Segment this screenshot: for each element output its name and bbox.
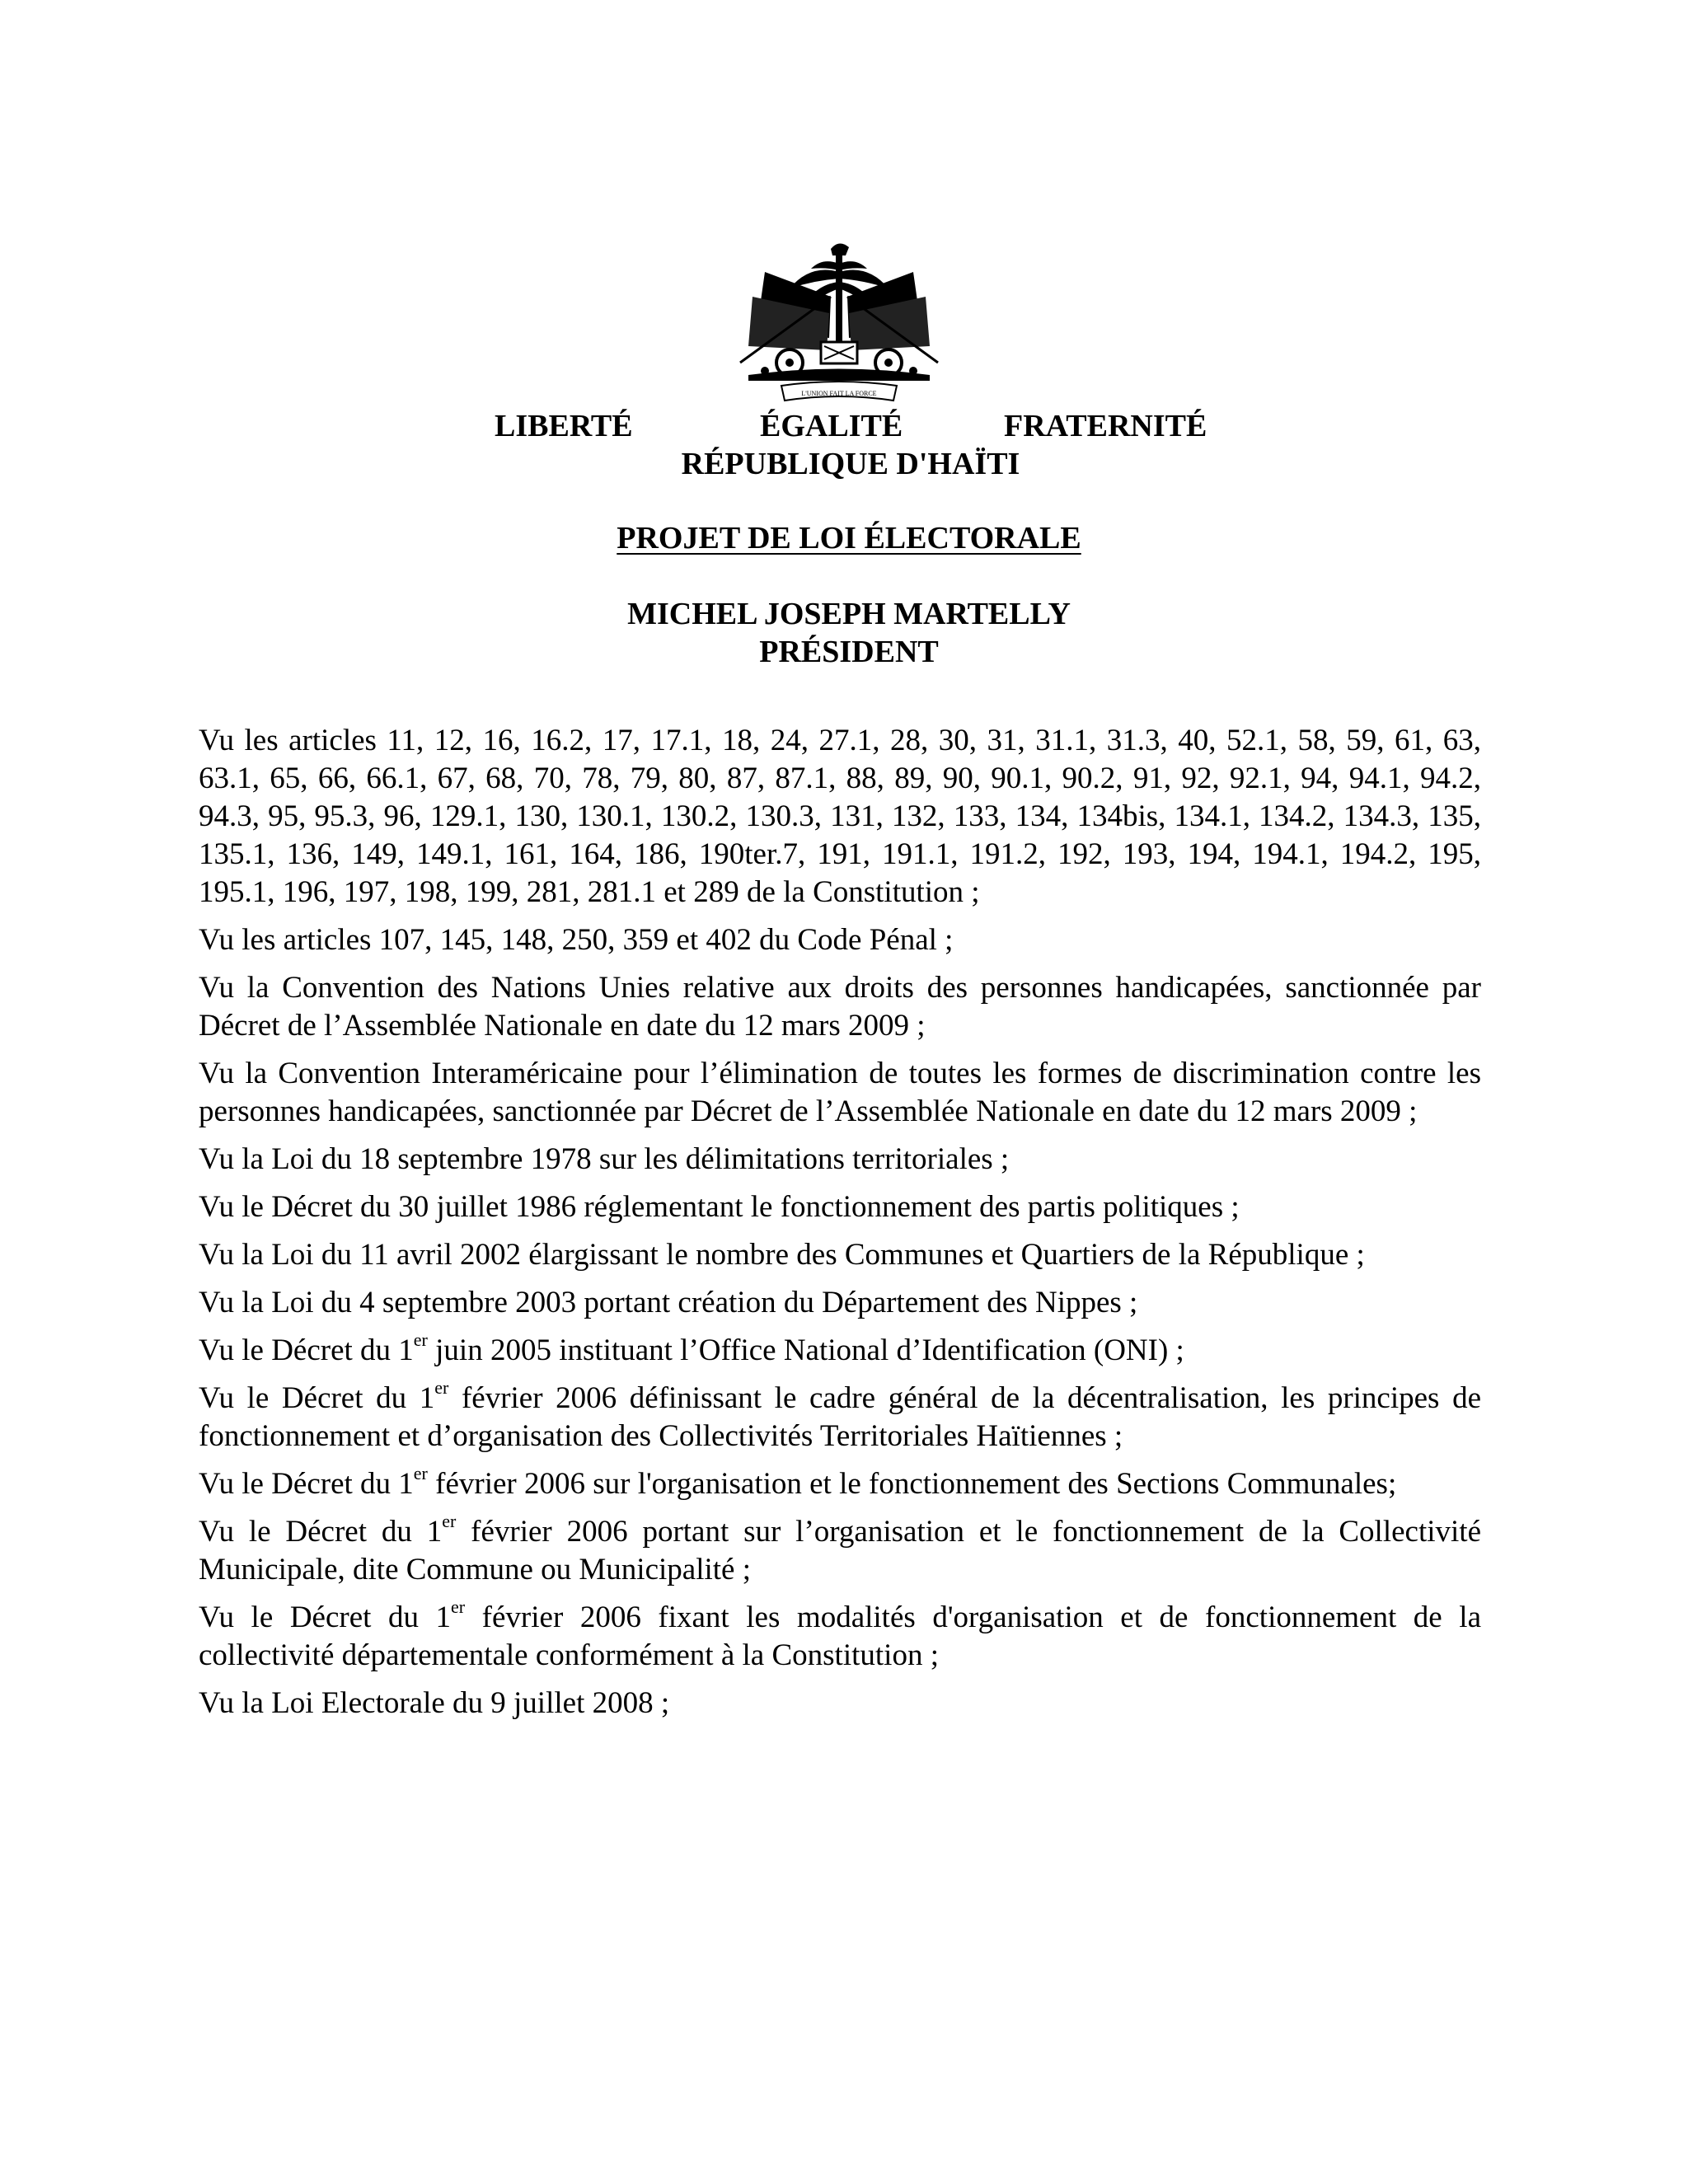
motto-liberte: LIBERTÉ: [495, 409, 633, 443]
considerations-list: [199, 722, 1481, 1732]
consideration-paragraph: [199, 1329, 1481, 1370]
consideration-paragraph: Vu les articles 107, 145, 148, 250, 359 et 402 du Code Pénal ;: [199, 923, 954, 957]
consideration-text: juin 2005 instituant l’Office National d’Identification (ONI) ;: [427, 1333, 1184, 1367]
president-title: PRÉSIDENT: [759, 635, 939, 669]
ordinal-superscript: er: [413, 1462, 428, 1483]
consideration-paragraph: Vu la Loi Electorale du 9 juillet 2008 ;: [199, 1686, 670, 1720]
document-title: [5, 518, 1688, 559]
consideration-text: Vu le Décret du 1: [199, 1601, 452, 1634]
consideration-paragraph: Vu la Convention des Nations Unies relative aux droits des personnes handicapées, sanctionnée par Décret de l’Assemblée Nationale en date du 12 mars 2009 ;: [199, 971, 1481, 1043]
consideration-paragraph: Vu la Convention Interaméricaine pour l’élimination de toutes les formes de discrimination contre les personnes handicapées, sanctionnée par Décret de l’Assemblée Nationale en date du 12 mars 2009 ;: [199, 1057, 1481, 1128]
ordinal-superscript: er: [413, 1329, 428, 1350]
consideration-text: février 2006 portant sur l’organisation et le fonctionnement de la Collectivité Municipale, dite Commune ou Municipalité ;: [199, 1515, 1481, 1586]
ordinal-superscript: er: [434, 1376, 449, 1398]
emblem-ribbon-text: L'UNION FAIT LA FORCE: [801, 390, 877, 397]
republic-heading: RÉPUBLIQUE D'HAÏTI: [681, 447, 1020, 481]
consideration-text: Vu le Décret du 1: [199, 1381, 435, 1415]
ordinal-superscript: er: [442, 1510, 457, 1531]
consideration-paragraph: [199, 1376, 1481, 1455]
consideration-text: février 2006 définissant le cadre général de la décentralisation, les principes de fonctionnement et d’organisation des Collectivités Territoriales Haïtiennes ;: [199, 1381, 1481, 1453]
consideration-paragraph: [199, 1510, 1481, 1589]
consideration-paragraph: Vu la Loi du 18 septembre 1978 sur les délimitations territoriales ;: [199, 1142, 1010, 1176]
consideration-text: Vu le Décret du 1: [199, 1467, 414, 1501]
ordinal-superscript: er: [451, 1596, 466, 1617]
consideration-text: février 2006 fixant les modalités d'organisation et de fonctionnement de la collectivité départementale conformément à la Constitution ;: [199, 1601, 1481, 1672]
consideration-paragraph: [199, 1596, 1481, 1675]
national-motto: [495, 405, 1207, 447]
consideration-paragraph: Vu les articles 11, 12, 16, 16.2, 17, 17.1, 18, 24, 27.1, 28, 30, 31, 31.1, 31.3, 40, 52.1, 58, 59, 61, 63, 63.1, 65, 66, 66.1, 67, 68, 70, 78, 79, 80, 87, 87.1, 88, 89, 90, 90.1, 90.2, 91, 92, 92.1, 94, 94.1, 94.2, 94.3, 95, 95.3, 96, 129.1, 130, 130.1, 130.2, 130.3, 131, 132, 133, 134, 134bis, 134.1, 134.2, 134.3, 135, 135.1, 136, 149, 149.1, 161, 164, 186, 190ter.7, 191, 191.1, 191.2, 192, 193, 194, 194.1, 194.2, 195, 195.1, 196, 197, 198, 199, 281, 281.1 et 289 de la Constitution ;: [199, 724, 1481, 909]
motto-egalite: ÉGALITÉ: [760, 409, 903, 443]
president-name: MICHEL JOSEPH MARTELLY: [627, 597, 1071, 631]
document-title-text: PROJET DE LOI ÉLECTORALE: [617, 521, 1081, 555]
consideration-paragraph: [199, 1462, 1481, 1503]
haiti-coat-of-arms-icon: [732, 239, 946, 408]
consideration-text: Vu le Décret du 1: [199, 1515, 443, 1549]
consideration-paragraph: Vu la Loi du 11 avril 2002 élargissant le nombre des Communes et Quartiers de la République ;: [199, 1238, 1365, 1272]
consideration-text: Vu le Décret du 1: [199, 1333, 414, 1367]
consideration-paragraph: Vu le Décret du 30 juillet 1986 réglementant le fonctionnement des partis politiques ;: [199, 1190, 1240, 1224]
consideration-paragraph: Vu la Loi du 4 septembre 2003 portant création du Département des Nippes ;: [199, 1286, 1138, 1319]
motto-fraternite: FRATERNITÉ: [1004, 409, 1207, 443]
consideration-text: février 2006 sur l'organisation et le fonctionnement des Sections Communales;: [427, 1467, 1397, 1501]
